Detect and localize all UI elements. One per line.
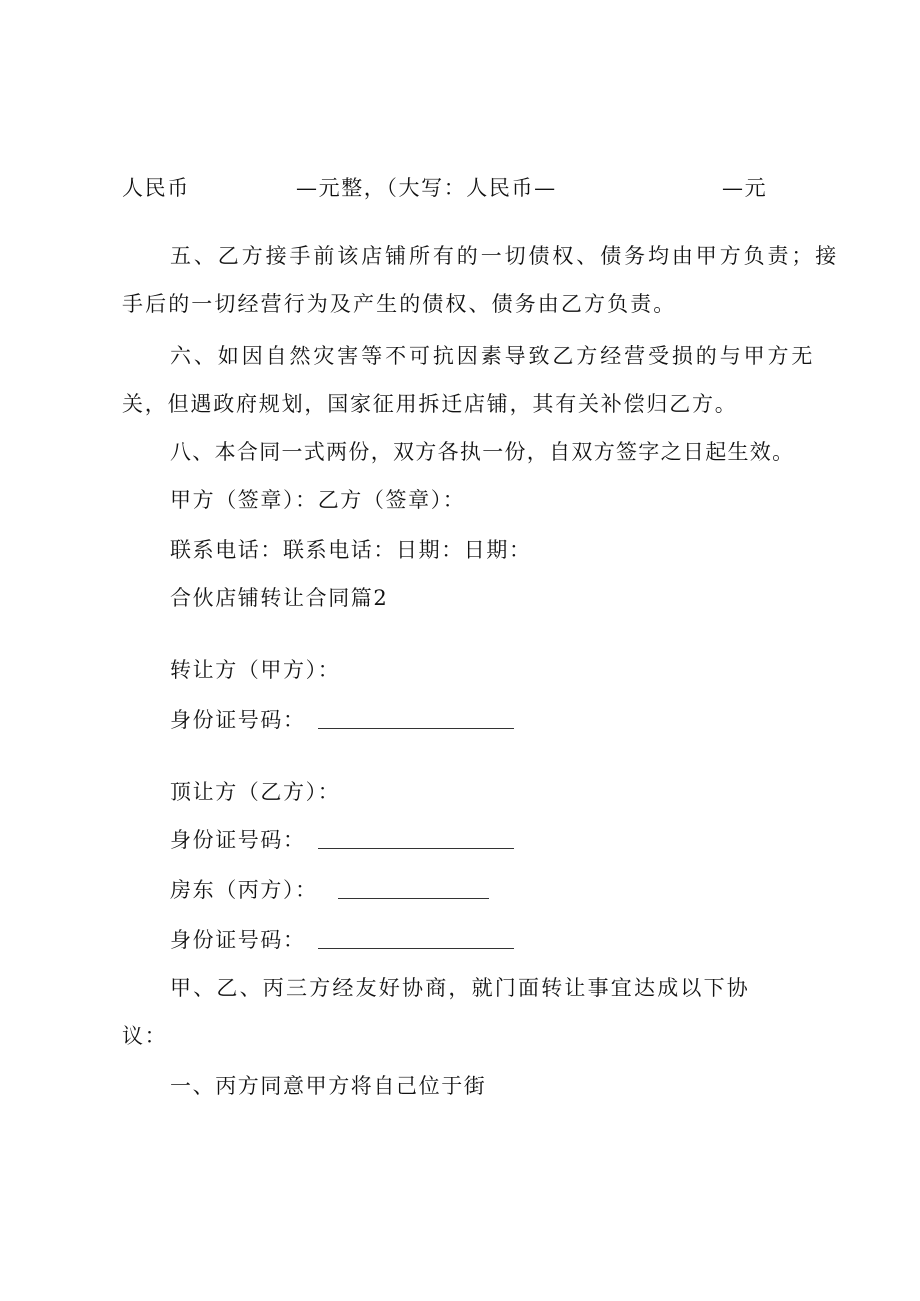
id-field-2 bbox=[318, 832, 514, 849]
agreement-line2: 议： bbox=[122, 1024, 168, 1048]
id-label-1: 身份证号码： bbox=[170, 708, 306, 732]
transferee-label: 顶让方（乙方）： bbox=[170, 780, 341, 804]
landlord-field bbox=[338, 882, 489, 899]
clause8: 八、本合同一式两份，双方各执一份，自双方签字之日起生效。 bbox=[170, 440, 795, 464]
landlord-label: 房东（丙方）： bbox=[170, 878, 318, 902]
id-label-3: 身份证号码： bbox=[170, 928, 306, 952]
clause6-line1: 六、如因自然灾害等不可抗因素导致乙方经营受损的与甲方无 bbox=[170, 344, 816, 368]
agreement-line1: 甲、乙、丙三方经友好协商，就门面转让事宜达成以下协 bbox=[170, 976, 750, 1000]
id-field-1 bbox=[318, 712, 514, 729]
section-title: 合伙店铺转让合同篇2 bbox=[170, 586, 389, 610]
amount-prefix: 人民币 bbox=[122, 176, 190, 200]
clause6-line2: 关，但遇政府规划，国家征用拆迁店铺，其有关补偿归乙方。 bbox=[122, 392, 738, 416]
clause5-line1: 五、乙方接手前该店铺所有的一切债权、债务均由甲方负责；接 bbox=[170, 244, 840, 268]
clause1: 一、丙方同意甲方将自己位于街 bbox=[170, 1074, 487, 1098]
amount-suffix: —元 bbox=[722, 176, 768, 200]
transferor-label: 转让方（甲方）： bbox=[170, 658, 341, 682]
contact-line: 联系电话：联系电话：日期：日期： bbox=[170, 538, 532, 562]
amount-middle: —元整，（大写：人民币— bbox=[296, 176, 557, 200]
signature-line: 甲方（签章）：乙方（签章）： bbox=[170, 488, 466, 512]
id-label-2: 身份证号码： bbox=[170, 828, 306, 852]
id-field-3 bbox=[318, 932, 514, 949]
clause5-line2: 手后的一切经营行为及产生的债权、债务由乙方负责。 bbox=[122, 292, 677, 316]
